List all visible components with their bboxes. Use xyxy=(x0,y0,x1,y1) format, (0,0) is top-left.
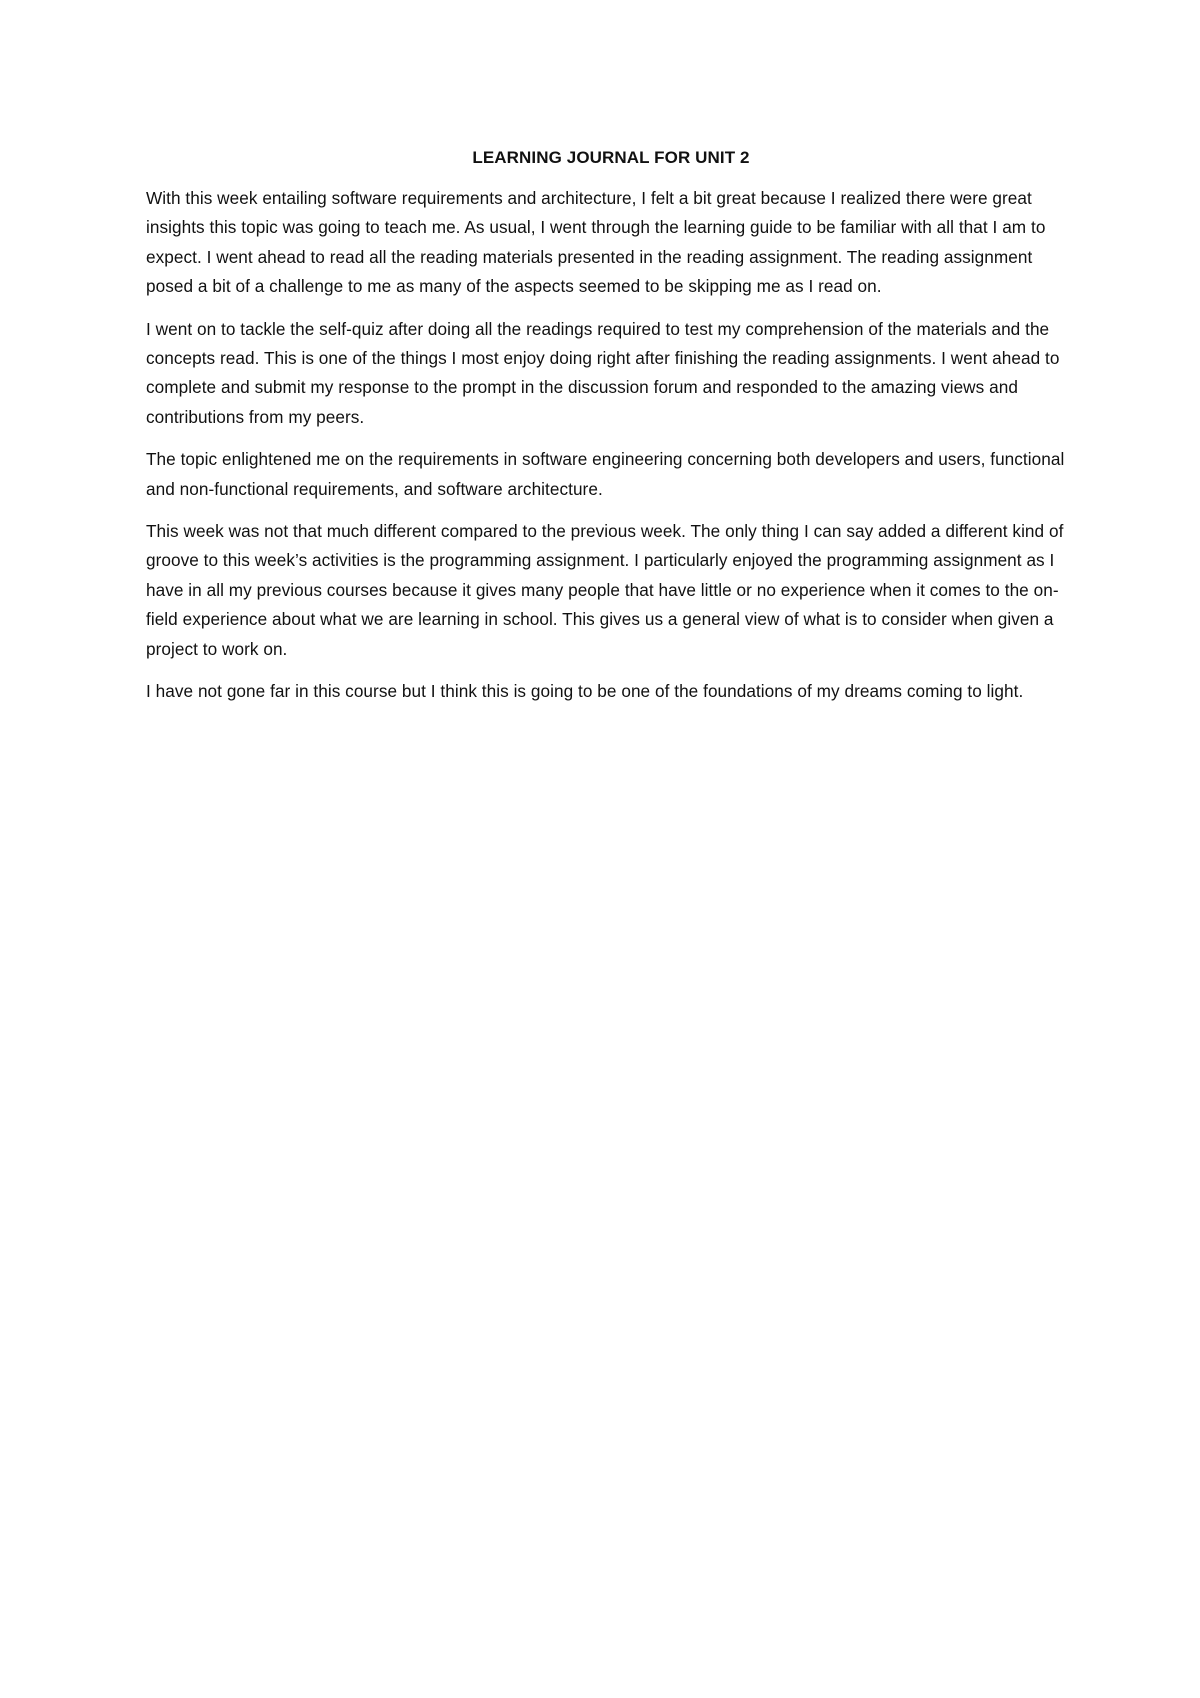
paragraph-4: This week was not that much different compared to the previous week. The only thing I can say added a different kind of groove to this week’s activities is the programming assignment. I particularly enjoyed the programming assignment as I have in all my previous courses because it gives many people that have little or no experience when it comes to the on-field experience about what we are learning in school. This gives us a general view of what is to consider when given a project to work on. xyxy=(146,521,1064,659)
paragraph-3: The topic enlightened me on the requirements in software engineering concerning both developers and users, functional and non-functional requirements, and software architecture. xyxy=(146,449,1065,499)
paragraph-2: I went on to tackle the self-quiz after doing all the readings required to test my comprehension of the materials and the concepts read. This is one of the things I most enjoy doing right after finishing the reading assignments. I went ahead to complete and submit my response to the prompt in the discussion forum and responded to the amazing views and contributions from my peers. xyxy=(146,318,1060,427)
document-body xyxy=(146,146,1076,720)
paragraph-5: I have not gone far in this course but I think this is going to be one of the foundations of my dreams coming to light. xyxy=(146,681,1024,702)
paragraph-1: With this week entailing software requirements and architecture, I felt a bit great because I realized there were great insights this topic was going to teach me. As usual, I went through the learning guide to be familiar with all that I am to expect. I went ahead to read all the reading materials presented in the reading assignment. The reading assignment posed a bit of a challenge to me as many of the aspects seemed to be skipping me as I read on. xyxy=(146,188,1046,297)
document-title: LEARNING JOURNAL FOR UNIT 2 xyxy=(472,148,750,167)
